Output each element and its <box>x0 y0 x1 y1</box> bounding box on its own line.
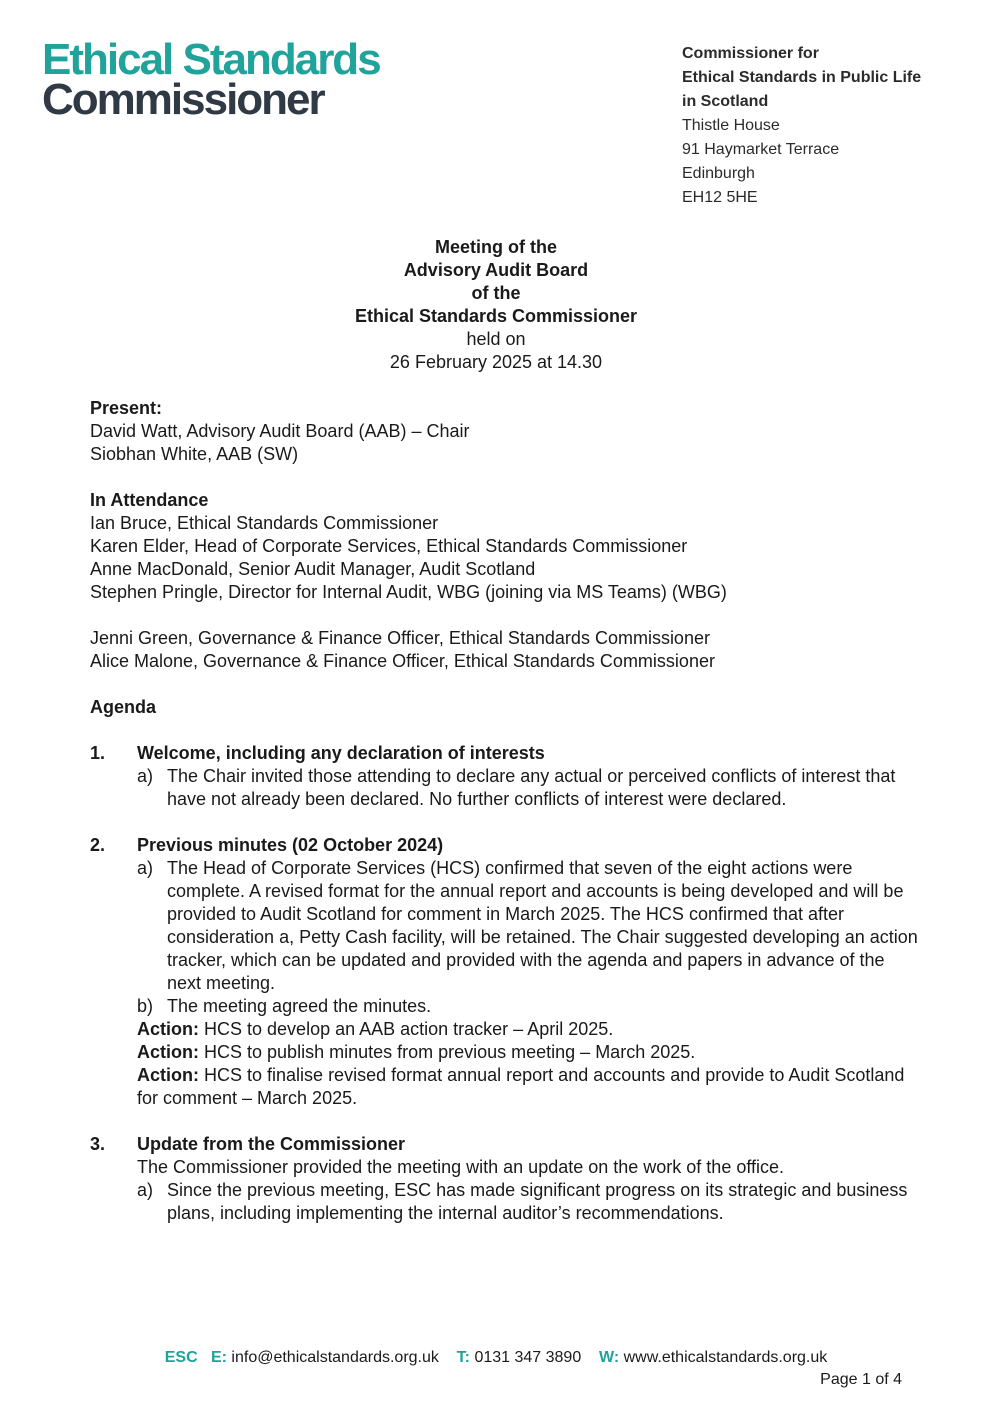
attendance-line: Anne MacDonald, Senior Audit Manager, Audit Scotland <box>90 559 536 579</box>
list-item <box>137 857 920 995</box>
logo-line-1: Ethical Standards <box>42 35 380 84</box>
address-line: Commissioner for <box>682 45 819 62</box>
item-label: b) <box>137 996 154 1016</box>
address-line: Ethical Standards in Public Life <box>682 69 922 86</box>
footer-tel-label: T: <box>456 1349 470 1366</box>
action-label: Action: <box>137 1065 199 1085</box>
action-item <box>137 1041 920 1064</box>
logo-line-2: Commissioner <box>42 75 324 124</box>
action-text: HCS to finalise revised format annual report and accounts and provide to Audit Scotland for comment – March 2025. <box>137 1065 905 1108</box>
title-line: 26 February 2025 at 14.30 <box>389 352 603 372</box>
title-line: Advisory Audit Board <box>403 260 589 280</box>
attendance-line: Alice Malone, Governance & Finance Officer, Ethical Standards Commissioner <box>90 651 715 671</box>
present-heading: Present: <box>90 398 163 418</box>
footer-email[interactable]: info@ethicalstandards.org.uk <box>231 1349 439 1366</box>
attendance-line: Jenni Green, Governance & Finance Officer, Ethical Standards Commissioner <box>90 628 710 648</box>
item-text: The Chair invited those attending to declare any actual or perceived conflicts of interest that have not already been declared. No further conflicts of interest were declared. <box>167 766 896 809</box>
item-text: Since the previous meeting, ESC has made significant progress on its strategic and business plans, including implementing the internal auditor’s recommendations. <box>167 1180 908 1223</box>
address-line: Edinburgh <box>682 165 755 182</box>
item-label: a) <box>137 858 154 878</box>
footer <box>0 1346 992 1369</box>
action-label: Action: <box>137 1019 199 1039</box>
attendance-line: Stephen Pringle, Director for Internal Audit, WBG (joining via MS Teams) (WBG) <box>90 582 727 602</box>
attendance-line: Karen Elder, Head of Corporate Services, Ethical Standards Commissioner <box>90 536 688 556</box>
section-number: 1. <box>90 743 106 763</box>
address-line: EH12 5HE <box>682 189 758 206</box>
meeting-title <box>0 236 992 374</box>
address-block <box>682 42 921 210</box>
address-line: Thistle House <box>682 117 780 134</box>
footer-tel: 0131 347 3890 <box>474 1349 582 1366</box>
list-item <box>137 995 920 1018</box>
item-text: The meeting agreed the minutes. <box>167 996 432 1016</box>
attendance-heading: In Attendance <box>90 490 209 510</box>
attendance-line: Ian Bruce, Ethical Standards Commissioner <box>90 513 439 533</box>
footer-web[interactable]: www.ethicalstandards.org.uk <box>623 1349 828 1366</box>
address-line: in Scotland <box>682 93 769 110</box>
action-item <box>137 1018 920 1041</box>
section-title: Previous minutes (02 October 2024) <box>137 835 444 855</box>
agenda-section <box>90 742 920 811</box>
minutes-content <box>90 397 920 1225</box>
section-number: 3. <box>90 1134 106 1154</box>
footer-email-label: E: <box>210 1349 227 1366</box>
present-line: Siobhan White, AAB (SW) <box>90 444 299 464</box>
present-line: David Watt, Advisory Audit Board (AAB) – Chair <box>90 421 470 441</box>
page-number: Page 1 of 4 <box>820 1371 902 1388</box>
footer-web-label: W: <box>599 1349 620 1366</box>
section-number: 2. <box>90 835 106 855</box>
title-line: Ethical Standards Commissioner <box>354 306 638 326</box>
title-line: of the <box>471 283 521 303</box>
item-label: a) <box>137 1180 154 1200</box>
item-text: The Head of Corporate Services (HCS) confirmed that seven of the eight actions were complete. A revised format for the annual report and accounts is being developed and will be provided to Audit Scotland for comment in March 2025. The HCS confirmed that after consideration a, Petty Cash facility, will be retained. The Chair suggested developing an action tracker, which can be updated and provided with the agenda and papers in advance of the next meeting. <box>167 858 918 993</box>
item-label: a) <box>137 766 154 786</box>
action-text: HCS to develop an AAB action tracker – April 2025. <box>204 1019 614 1039</box>
logo <box>42 35 380 124</box>
action-item <box>137 1064 920 1110</box>
address-line: 91 Haymarket Terrace <box>682 141 840 158</box>
agenda-section <box>90 834 920 1110</box>
agenda-heading: Agenda <box>90 697 157 717</box>
list-item <box>137 1179 920 1225</box>
agenda-section <box>90 1133 920 1225</box>
title-line: held on <box>466 329 526 349</box>
action-label: Action: <box>137 1042 199 1062</box>
section-title: Update from the Commissioner <box>137 1134 406 1154</box>
action-text: HCS to publish minutes from previous meeting – March 2025. <box>204 1042 696 1062</box>
section-title: Welcome, including any declaration of interests <box>137 743 545 763</box>
footer-esc: ESC <box>164 1349 198 1366</box>
title-line: Meeting of the <box>435 237 557 257</box>
section-intro: The Commissioner provided the meeting with an update on the work of the office. <box>137 1157 785 1177</box>
list-item <box>137 765 920 811</box>
